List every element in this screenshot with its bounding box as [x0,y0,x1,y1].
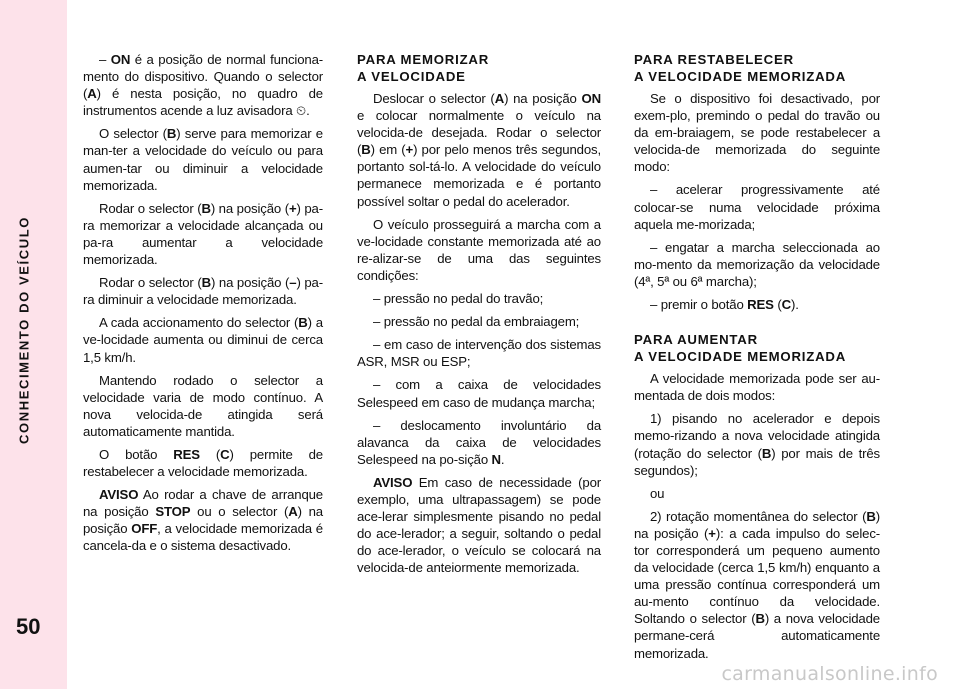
paragraph: Rodar o selector (B) na posição (+) pa-ra memorizar a velocidade alcançada ou pa-ra aumentar a velocidade memorizada. [83,200,323,268]
section-heading: PARA RESTABELECER A VELOCIDADE MEMORIZADA [634,52,847,84]
sidebar-title: CONHECIMENTO DO VEÍCULO [16,216,32,444]
paragraph: Se o dispositivo foi desactivado, por exem-plo, premindo o pedal do travão ou da em-braiagem, se pode restabelecer a velocida-de memorizada do seguinte modo: [634,91,880,175]
column-2 [357,51,601,582]
list-item: – em caso de intervenção dos sistemas ASR, MSR ou ESP; [357,337,601,370]
page-number: 50 [16,614,41,639]
paragraph: O botão RES (C) permite de restabelecer a velocidade memorizada. [83,446,323,480]
paragraph: Mantendo rodado o selector a velocidade varia de modo contínuo. A nova velocida-de atingida será automaticamente mantida. [83,372,323,439]
column-1 [83,51,323,561]
paragraph: O selector (B) serve para memorizar e man-ter a velocidade do veículo ou para aumen-tar ou diminuir a velocidade memorizada. [83,126,323,193]
section-heading: PARA AUMENTAR A VELOCIDADE MEMORIZADA [634,332,847,365]
paragraph: ou [650,485,665,501]
list-item: 2) rotação momentânea do selector (B) na posição (+): a cada impulso do selec-tor corresponderá um pequeno aumento da velocidade (cerca 1,5 km/h) enquanto a uma pressão contínua corresponderá um au-mento contínuo da velocidade. Soltando o selector (B) a nova velocidade permane-cerá automaticamente memorizada. [634,508,881,661]
warning-paragraph: AVISO Ao rodar a chave de arranque na posição STOP ou o selector (A) na posição OFF, a velocidade memorizada é cancela-da e o sistema desactivado. [83,487,323,554]
paragraph: A velocidade memorizada pode ser au-mentada de dois modos: [634,371,880,404]
list-item: – engatar a marcha seleccionada ao mo-mento da memorização da velocidade (4ª, 5ª ou 6ª marcha); [634,239,880,289]
sidebar [0,0,67,689]
warning-paragraph: AVISO Em caso de necessidade (por exemplo, uma ultrapassagem) se pode ace-lerar simplesmente pisando no pedal do ace-lerador; a seguir, soltando o pedal do ace-lerador, o veículo se colocará na velocida-de anteiormente memorizada. [357,474,601,576]
list-item: – premir o botão RES (C). [650,297,799,313]
list-item: – acelerar progressivamente até colocar-se numa velocidade próxima aquela me-morizada; [634,182,880,232]
paragraph: Rodar o selector (B) na posição (–) pa-ra diminuir a velocidade memorizada. [83,275,323,308]
list-item: – pressão no pedal do travão; [373,291,544,307]
paragraph: – ON é a posição de normal funciona-mento do dispositivo. Quando o selector (A) é nesta posição, no quadro de instrumentos acende a luz avisadora ⏲. [83,52,323,119]
list-item: – deslocamento involuntário da alavanca da caixa de velocidades Selespeed na po-sição N. [357,417,601,467]
paragraph: O veículo prosseguirá a marcha com a ve-locidade constante memorizada até ao re-alizar-se de uma das seguintes condições: [357,216,601,283]
list-item: 1) pisando no acelerador e depois memo-rizando a nova velocidade atingida (rotação do selector (B) por mais de três segundos); [634,411,881,478]
column-3 [634,51,880,668]
watermark: carmanualsonline.info [721,663,938,685]
paragraph: A cada accionamento do selector (B) a ve-locidade aumenta ou diminui de cerca 1,5 km/h. [83,315,323,365]
section-heading: PARA MEMORIZAR A VELOCIDADE [357,52,490,84]
list-item: – pressão no pedal da embraiagem; [373,314,580,330]
list-item: – com a caixa de velocidades Selespeed em caso de mudança marcha; [357,377,601,410]
paragraph: Deslocar o selector (A) na posição ON e colocar normalmente o veículo na velocida-de desejada. Rodar o selector (B) em (+) por pelo menos três segundos, portanto sol-tá-lo. A velocidade do veículo permanece memorizada e é portanto possível soltar o pedal do acelerador. [357,91,602,209]
